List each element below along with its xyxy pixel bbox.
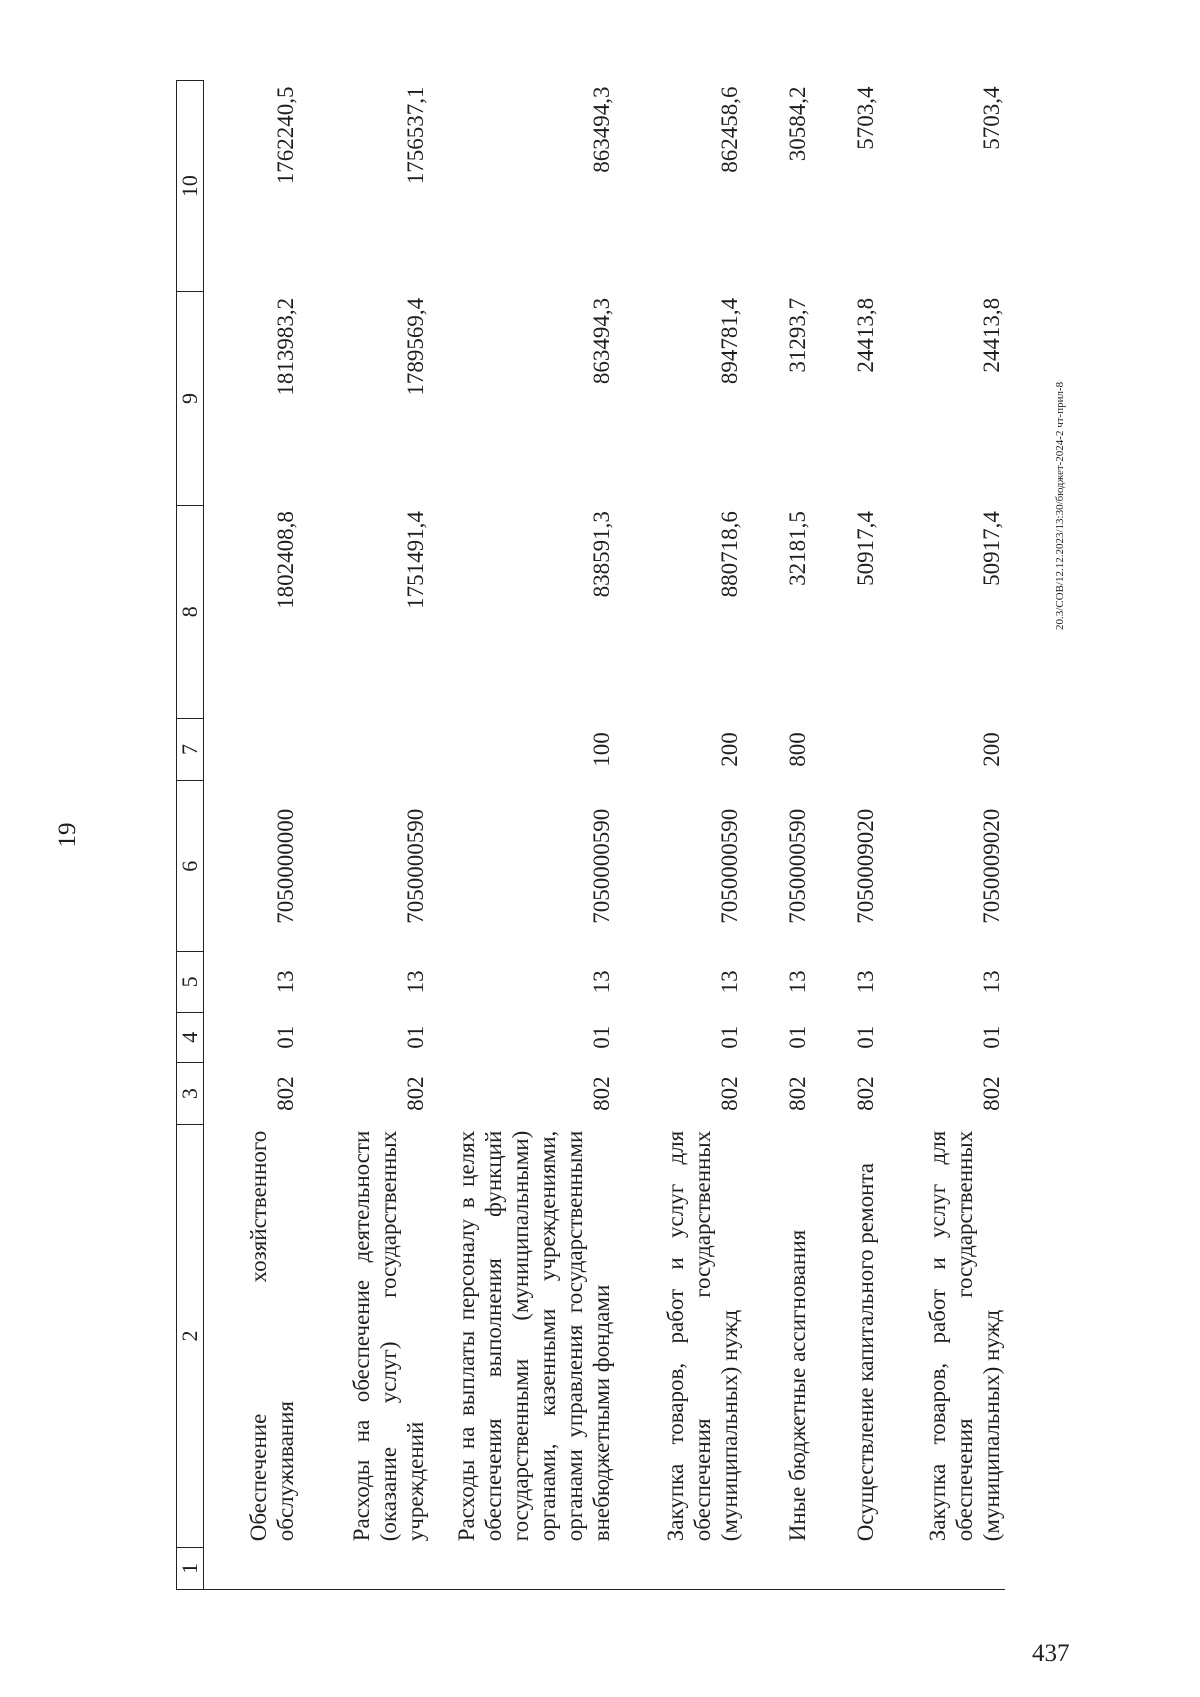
budget-table [176,80,1005,1590]
amount-col8-cell: 880718,6 [717,511,743,598]
amount-col9-cell: 24413,8 [979,297,1005,373]
row-name-cell: Обеспечение хозяйственного обслуживания [246,1130,299,1542]
row-number-cell [743,1547,811,1589]
ministry-code-cell: 802 [589,1076,615,1111]
row-name-cell: Расходы на выплаты персоналу в целях обеспечения выполнения функций государственными (муниципальными) органами, казенными учреждениями, органами управления государственными внебюджетными фондами [453,1130,615,1542]
section-code-cell: 01 [979,1025,1005,1049]
subsection-code-cell: 13 [785,970,811,994]
table-row [299,81,429,1590]
section-code-cell: 01 [403,1025,429,1049]
row-name-cell: Иные бюджетные ассигнования [785,1229,811,1542]
amount-col10-cell: 1756537,1 [403,86,429,185]
expense-type-cell: 100 [589,732,615,767]
expense-type-cell: 200 [717,732,743,767]
target-article-cell: 7050009020 [853,808,879,924]
table-row [743,81,811,1590]
header-cell: 7 [177,718,204,780]
row-name-cell: Закупка товаров, работ и услуг для обеспечения государственных (муниципальных) нужд [663,1130,743,1542]
section-code-cell: 01 [853,1025,879,1049]
amount-col8-cell: 1802408,8 [273,511,299,609]
amount-col8-cell: 50917,4 [979,511,1005,586]
amount-col10-cell: 862458,6 [717,86,743,173]
amount-col9-cell: 31293,7 [785,297,811,373]
amount-col9-cell: 1789569,4 [403,297,429,396]
amount-col8-cell: 50917,4 [853,511,879,586]
subsection-code-cell: 13 [979,970,1005,994]
table-row [203,81,299,1590]
row-number-cell [615,1547,743,1589]
amount-col10-cell: 863494,3 [589,86,615,173]
amount-col8-cell: 838591,3 [589,511,615,598]
row-name-cell: Закупка товаров, работ и услуг для обеспечения государственных (муниципальных) нужд [925,1130,1005,1542]
amount-col9-cell: 863494,3 [589,297,615,385]
table-row [811,81,879,1590]
target-article-cell: 7050009020 [979,808,1005,924]
header-cell: 9 [177,292,204,505]
header-cell: 5 [177,952,204,1012]
ministry-code-cell: 802 [717,1076,743,1111]
ministry-code-cell: 802 [979,1076,1005,1111]
row-name-cell: Осуществление капитального ремонта [853,1163,879,1542]
ministry-code-cell: 802 [403,1076,429,1111]
header-cell: 1 [177,1547,204,1589]
header-cell: 2 [177,1125,204,1548]
table-row [879,81,1005,1590]
row-number-cell [879,1547,1005,1589]
page-number: 19 [54,822,81,848]
header-cell: 3 [177,1062,204,1124]
table-row [429,81,615,1590]
header-cell: 4 [177,1012,204,1062]
amount-col9-cell: 24413,8 [853,297,879,373]
section-code-cell: 01 [589,1025,615,1049]
subsection-code-cell: 13 [717,970,743,994]
target-article-cell: 7050000590 [785,808,811,924]
subsection-code-cell: 13 [403,970,429,994]
subsection-code-cell: 13 [853,970,879,994]
target-article-cell: 7050000590 [717,808,743,924]
target-article-cell: 7050000000 [273,808,299,924]
expense-type-cell: 800 [785,732,811,767]
ministry-code-cell: 802 [273,1076,299,1111]
amount-col10-cell: 5703,4 [979,86,1005,150]
document-footer-code: 20.3/СОВ/12.12.2023/13:30/бюджет-2024-2 чт-прил-8 [1054,381,1066,630]
row-name-cell: Расходы на обеспечение деятельности (оказание услуг) государственных учреждений [349,1130,429,1542]
subsection-code-cell: 13 [273,970,299,994]
amount-col10-cell: 1762240,5 [273,86,299,185]
section-code-cell: 01 [273,1025,299,1049]
header-cell: 10 [177,81,204,292]
amount-col10-cell: 5703,4 [853,86,879,150]
expense-type-cell: 200 [979,732,1005,767]
expense-type-cell [811,718,879,780]
row-number-cell [429,1547,615,1589]
expense-type-cell [299,718,429,780]
amount-col9-cell: 1813983,2 [273,297,299,396]
row-number-cell [299,1547,429,1589]
header-cell: 6 [177,781,204,952]
section-code-cell: 01 [717,1025,743,1049]
expense-type-cell [203,718,299,780]
subsection-code-cell: 13 [589,970,615,994]
table-header-row [177,81,204,1590]
target-article-cell: 7050000590 [403,808,429,924]
amount-col9-cell: 894781,4 [717,297,743,385]
sheet-number: 437 [1032,1640,1070,1667]
section-code-cell: 01 [785,1025,811,1049]
ministry-code-cell: 802 [785,1076,811,1111]
amount-col8-cell: 1751491,4 [403,511,429,609]
ministry-code-cell: 802 [853,1076,879,1111]
amount-col8-cell: 32181,5 [785,511,811,586]
table-row [615,81,743,1590]
rotated-sheet [54,80,1066,1590]
target-article-cell: 7050000590 [589,808,615,924]
row-number-cell [811,1547,879,1589]
row-number-cell [203,1547,299,1589]
header-cell: 8 [177,505,204,718]
amount-col10-cell: 30584,2 [785,86,811,162]
